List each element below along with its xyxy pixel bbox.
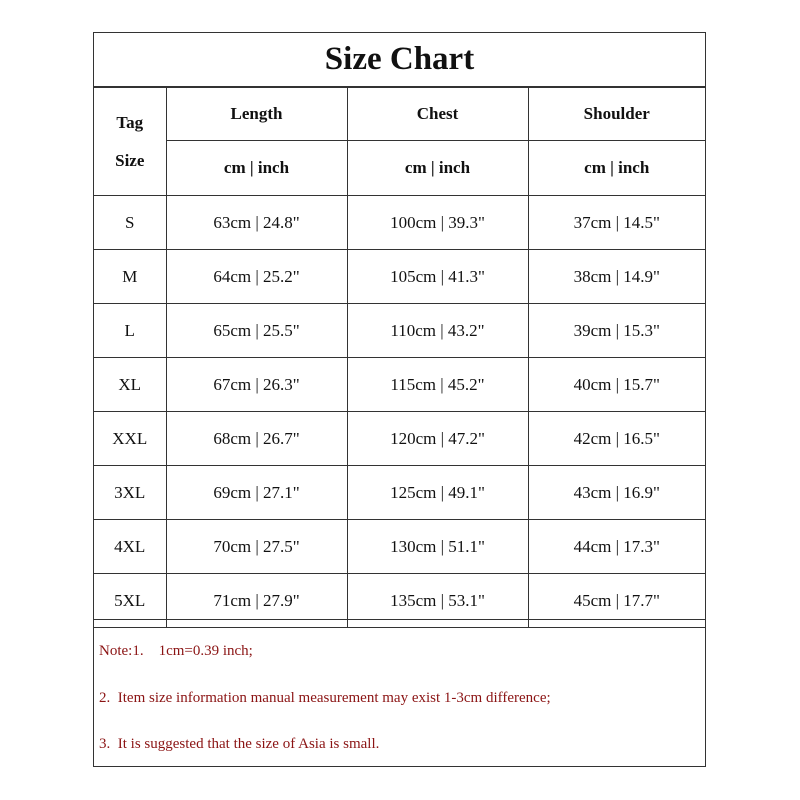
shoulder-unit: cm | inch xyxy=(528,141,705,196)
shoulder-cell: 42cm | 16.5" xyxy=(528,412,705,466)
tag-size-header xyxy=(94,88,166,196)
table-row xyxy=(94,196,705,250)
note-conversion: Note:1. 1cm=0.39 inch; xyxy=(99,643,253,659)
table-row xyxy=(94,412,705,466)
chest-cell: 115cm | 45.2" xyxy=(347,358,528,412)
shoulder-cell: 37cm | 14.5" xyxy=(528,196,705,250)
table-row xyxy=(94,466,705,520)
size-cell: XL xyxy=(94,358,166,412)
chest-cell: 120cm | 47.2" xyxy=(347,412,528,466)
size-cell: 4XL xyxy=(94,520,166,574)
table-row xyxy=(94,520,705,574)
length-cell: 64cm | 25.2" xyxy=(166,250,347,304)
chest-cell: 100cm | 39.3" xyxy=(347,196,528,250)
shoulder-cell: 39cm | 15.3" xyxy=(528,304,705,358)
note-asia-size: 3. It is suggested that the size of Asia is small. xyxy=(99,736,380,752)
size-chart-frame xyxy=(93,32,706,767)
chest-cell: 135cm | 53.1" xyxy=(347,574,528,628)
size-cell: L xyxy=(94,304,166,358)
shoulder-cell: 38cm | 14.9" xyxy=(528,250,705,304)
size-table xyxy=(94,87,705,628)
shoulder-cell: 43cm | 16.9" xyxy=(528,466,705,520)
size-cell: S xyxy=(94,196,166,250)
table-row xyxy=(94,250,705,304)
length-cell: 65cm | 25.5" xyxy=(166,304,347,358)
shoulder-cell: 45cm | 17.7" xyxy=(528,574,705,628)
length-cell: 63cm | 24.8" xyxy=(166,196,347,250)
shoulder-cell: 40cm | 15.7" xyxy=(528,358,705,412)
size-cell: 3XL xyxy=(94,466,166,520)
chest-cell: 125cm | 49.1" xyxy=(347,466,528,520)
length-header: Length xyxy=(166,88,347,141)
chest-cell: 105cm | 41.3" xyxy=(347,250,528,304)
shoulder-header: Shoulder xyxy=(528,88,705,141)
length-unit: cm | inch xyxy=(166,141,347,196)
size-label: Size xyxy=(115,150,145,170)
chest-cell: 110cm | 43.2" xyxy=(347,304,528,358)
length-cell: 67cm | 26.3" xyxy=(166,358,347,412)
chest-header: Chest xyxy=(347,88,528,141)
shoulder-cell: 44cm | 17.3" xyxy=(528,520,705,574)
size-cell: XXL xyxy=(94,412,166,466)
chest-unit: cm | inch xyxy=(347,141,528,196)
tag-label: Tag xyxy=(116,112,144,132)
size-cell: 5XL xyxy=(94,574,166,628)
table-row xyxy=(94,358,705,412)
note-measurement: 2. Item size information manual measurement may exist 1-3cm difference; xyxy=(99,690,551,706)
table-unit-row xyxy=(94,141,705,196)
length-cell: 69cm | 27.1" xyxy=(166,466,347,520)
size-cell: M xyxy=(94,250,166,304)
table-header-row xyxy=(94,88,705,141)
length-cell: 68cm | 26.7" xyxy=(166,412,347,466)
chest-cell: 130cm | 51.1" xyxy=(347,520,528,574)
length-cell: 70cm | 27.5" xyxy=(166,520,347,574)
page-title: Size Chart xyxy=(94,33,705,87)
notes-section xyxy=(94,619,705,767)
length-cell: 71cm | 27.9" xyxy=(166,574,347,628)
table-row xyxy=(94,304,705,358)
